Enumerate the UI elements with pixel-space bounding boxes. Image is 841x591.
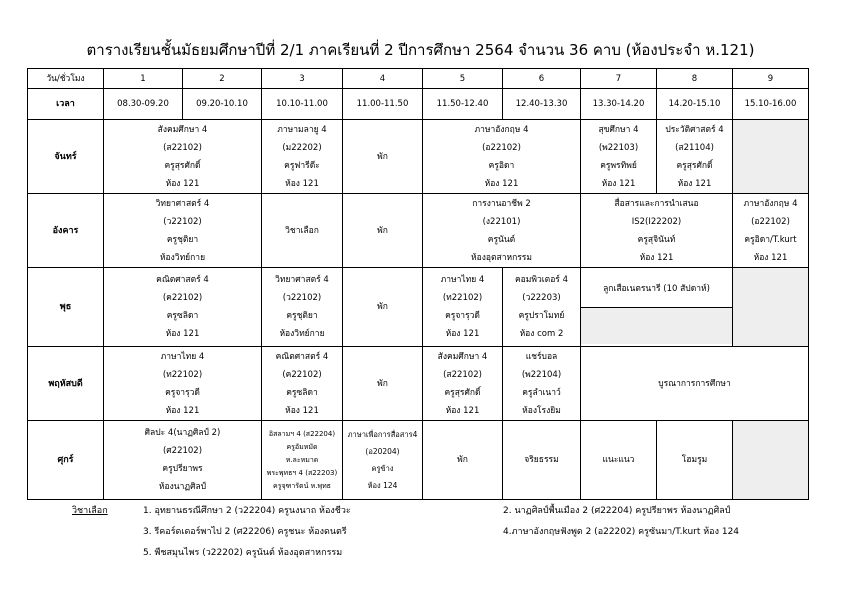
class-cell: สื่อสารและการนำเสนอ IS2(I22202) ครูสุจินันท์ ห้อง 121 xyxy=(581,194,733,268)
class-cell: ภาษาไทย 4 (ท22102) ครูจารุวดี ห้อง 121 xyxy=(104,347,262,421)
class-cell: ภาษาอังกฤษ 4 (อ22102) ครูอิดา/T.kurt ห้อง 121 xyxy=(733,194,809,268)
class-cell: สังคมศึกษา 4 (ส22102) ครูสุรศักดิ์ ห้อง 121 xyxy=(104,120,262,194)
class-cell: ภาษาไทย 4 (ท22102) ครูจารุวดี ห้อง 121 xyxy=(423,268,503,347)
period-header-row xyxy=(28,69,809,89)
empty-cell xyxy=(733,421,809,500)
time-row xyxy=(28,89,809,120)
period-header: 6 xyxy=(503,69,581,89)
empty-cell xyxy=(733,120,809,194)
period-header: 1 xyxy=(104,69,183,89)
break-cell: พัก xyxy=(343,347,423,421)
homeroom-cell: โฮมรูม xyxy=(657,421,733,500)
class-cell: คอมพิวเตอร์ 4 (ว22203) ครูปราโมทย์ ห้อง com 2 xyxy=(503,268,581,347)
class-cell: วิทยาศาสตร์ 4 (ว22102) ครูชุติยา ห้องวิทย์กาย xyxy=(262,268,343,347)
day-label: ศุกร์ xyxy=(28,421,104,500)
corner-cell: วัน/ชั่วโมง xyxy=(28,69,104,89)
day-label: จันทร์ xyxy=(28,120,104,194)
time-cell: 14.20-15.10 xyxy=(657,89,733,120)
class-cell: สังคมศึกษา 4 (ส22102) ครูสุรศักดิ์ ห้อง 121 xyxy=(423,347,503,421)
class-cell: คณิตศาสตร์ 4 (ค22102) ครูซลิดา ห้อง 121 xyxy=(262,347,343,421)
time-cell: 12.40-13.30 xyxy=(503,89,581,120)
class-cell: วิทยาศาสตร์ 4 (ว22102) ครูชุติยา ห้องวิทย์กาย xyxy=(104,194,262,268)
period-header: 8 xyxy=(657,69,733,89)
day-label: พฤหัสบดี xyxy=(28,347,104,421)
period-header: 5 xyxy=(423,69,503,89)
scout-label: ลูกเสือเนตรนารี (10 สัปดาห์) xyxy=(603,283,710,294)
elective-item: 1. อุทยานธรณีศึกษา 2 (ว22204) ครูนงนาถ ห้องชีวะ xyxy=(143,506,351,516)
time-cell: 11.00-11.50 xyxy=(343,89,423,120)
day-row-wednesday xyxy=(28,268,809,347)
elective-item: 5. พืชสมุนไพร (ว22202) ครูนันต์ ห้องอุตสาหกรรม xyxy=(143,548,343,558)
integrated-cell: บูรณาการการศึกษา xyxy=(581,347,809,421)
timetable xyxy=(27,68,809,500)
period-header: 4 xyxy=(343,69,423,89)
class-cell: ประวัติศาสตร์ 4 (ส21104) ครูสุรศักดิ์ ห้อง 121 xyxy=(657,120,733,194)
class-cell: แชร์บอล (พ22104) ครูลำเนาว์ ห้องโรงยิม xyxy=(503,347,581,421)
class-cell: คณิตศาสตร์ 4 (ค22102) ครูซลิดา ห้อง 121 xyxy=(104,268,262,347)
religion-cell: อิสลามฯ 4 (ส22204) ครูอัมหมัด ห.ละหมาด พระพุทธฯ 4 (ส22203) ครูจุฑารัตน์ ห.พุทธ xyxy=(262,421,343,500)
elective-item: 4.ภาษาอังกฤษฟังพูด 2 (อ22202) ครูซันมา/T.kurt ห้อง 124 xyxy=(503,527,740,537)
time-cell: 08.30-09.20 xyxy=(104,89,183,120)
time-cell: 09.20-10.10 xyxy=(183,89,262,120)
day-row-tuesday xyxy=(28,194,809,268)
elective-cell: วิชาเลือก xyxy=(262,194,343,268)
page-title: ตารางเรียนชั้นมัธยมศึกษาปีที่ 2/1 ภาคเรียนที่ 2 ปีการศึกษา 2564 จำนวน 36 คาบ (ห้องประจำ ห.121) xyxy=(86,41,755,59)
electives-label: วิชาเลือก xyxy=(72,506,108,516)
time-cell: 10.10-11.00 xyxy=(262,89,343,120)
scout-cell xyxy=(581,268,733,347)
day-label: พุธ xyxy=(28,268,104,347)
elective-item: 3. รีคอร์ดเดอร์พาไป 2 (ศ22206) ครูชนะ ห้องดนตรี xyxy=(143,527,347,537)
time-cell: 13.30-14.20 xyxy=(581,89,657,120)
ethics-cell: จริยธรรม xyxy=(503,421,581,500)
day-label: อังคาร xyxy=(28,194,104,268)
period-header: 2 xyxy=(183,69,262,89)
day-row-friday xyxy=(28,421,809,500)
day-row-thursday xyxy=(28,347,809,421)
break-cell: พัก xyxy=(423,421,503,500)
period-header: 7 xyxy=(581,69,657,89)
break-cell: พัก xyxy=(343,268,423,347)
elective-item: 2. นาฏศิลป์พื้นเมือง 2 (ศ22204) ครูปรียาพร ห้องนาฏศิลป์ xyxy=(503,506,731,516)
break-cell: พัก xyxy=(343,120,423,194)
time-cell: 11.50-12.40 xyxy=(423,89,503,120)
time-cell: 15.10-16.00 xyxy=(733,89,809,120)
empty-cell xyxy=(733,268,809,347)
class-cell: ภาษามลายู 4 (ม22202) ครูฟารีดีะ ห้อง 121 xyxy=(262,120,343,194)
period-header: 9 xyxy=(733,69,809,89)
class-cell: ภาษาเพื่อการสื่อสาร4 (อ20204) ครูข้าง ห้อง 124 xyxy=(343,421,423,500)
class-cell: สุขศึกษา 4 (พ22103) ครูพรทิพย์ ห้อง 121 xyxy=(581,120,657,194)
guidance-cell: แนะแนว xyxy=(581,421,657,500)
break-cell: พัก xyxy=(343,194,423,268)
period-header: 3 xyxy=(262,69,343,89)
class-cell: การงานอาชีพ 2 (ง22101) ครูนันต์ ห้องอุตสาหกรรม xyxy=(423,194,581,268)
class-cell: ศิลปะ 4(นาฏศิลป์ 2) (ศ22102) ครูปรียาพร ห้องนาฏศิลป์ xyxy=(104,421,262,500)
scout-empty xyxy=(581,307,732,344)
day-row-monday xyxy=(28,120,809,194)
class-cell: ภาษาอังกฤษ 4 (อ22102) ครูอิดา ห้อง 121 xyxy=(423,120,581,194)
time-label: เวลา xyxy=(28,89,104,120)
